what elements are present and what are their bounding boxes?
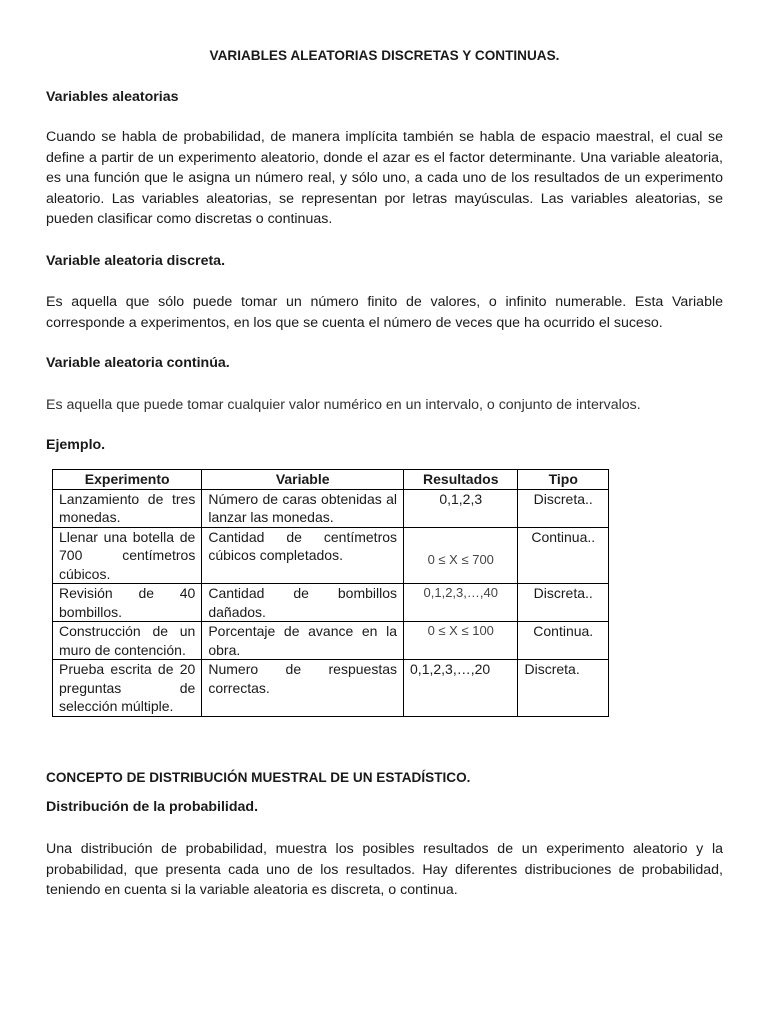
- heading-concepto-distribucion: CONCEPTO DE DISTRIBUCIÓN MUESTRAL DE UN ESTADÍSTICO.: [46, 770, 471, 785]
- paragraph-variables-aleatorias: Cuando se habla de probabilidad, de manera implícita también se habla de espacio maestral, el cual se define a partir de un experimento aleatorio, donde el azar es el factor determinante. Una variable aleatoria, es una función que le asigna un número real, y sólo uno, a cada uno de los resultados de un experimento aleatorio. Las variables aleatorias, se representan por letras mayúsculas. Las variables aleatorias, se pueden clasificar como discretas o continuas.: [46, 129, 723, 228]
- table-header-row: [53, 470, 609, 490]
- cell-variable: Número de caras obtenidas al lanzar las monedas.: [202, 489, 404, 527]
- table-row: [53, 527, 609, 584]
- header-tipo: Tipo: [518, 470, 609, 490]
- header-resultados: Resultados: [404, 470, 518, 490]
- table-row: [53, 584, 609, 622]
- cell-resultados: 0,1,2,3,…,40: [404, 584, 518, 622]
- table-row: [53, 489, 609, 527]
- cell-experimento: Revisión de 40 bombillos.: [53, 584, 202, 622]
- paragraph-distribucion-probabilidad: Una distribución de probabilidad, muestra los posibles resultados de un experimento aleatorio y la probabilidad, que presenta cada uno de los resultados. Hay diferentes distribuciones de probabilidad, teniendo en cuenta si la variable aleatoria es discreta, o continua.: [46, 841, 723, 899]
- heading-ejemplo: Ejemplo.: [46, 437, 106, 453]
- cell-experimento: Lanzamiento de tres monedas.: [53, 489, 202, 527]
- cell-variable: Cantidad de centímetros cúbicos completados.: [202, 527, 404, 584]
- table-row: [53, 622, 609, 660]
- cell-experimento: Prueba escrita de 20 preguntas de selección múltiple.: [53, 660, 202, 717]
- heading-distribucion-probabilidad: Distribución de la probabilidad.: [46, 799, 259, 815]
- heading-variable-continua: Variable aleatoria continúa.: [46, 355, 230, 371]
- heading-variables-aleatorias: Variables aleatorias: [46, 89, 179, 105]
- cell-variable: Porcentaje de avance en la obra.: [202, 622, 404, 660]
- cell-resultados: 0,1,2,3,…,20: [404, 660, 518, 717]
- example-table: [52, 469, 609, 717]
- paragraph-variable-discreta: Es aquella que sólo puede tomar un número finito de valores, o infinito numerable. Esta Variable corresponde a experimentos, en los que se cuenta el número de veces que ha ocurrido el suceso.: [46, 294, 723, 331]
- cell-resultados: 0 ≤ X ≤ 100: [404, 622, 518, 660]
- cell-tipo: Continua.: [518, 622, 609, 660]
- cell-tipo: Discreta.: [518, 660, 609, 717]
- header-experimento: Experimento: [53, 470, 202, 490]
- cell-tipo: Discreta..: [518, 489, 609, 527]
- cell-variable: Numero de respuestas correctas.: [202, 660, 404, 717]
- table-row: [53, 660, 609, 717]
- cell-resultados: 0,1,2,3: [404, 489, 518, 527]
- cell-variable: Cantidad de bombillos dañados.: [202, 584, 404, 622]
- document-title: VARIABLES ALEATORIAS DISCRETAS Y CONTINUAS.: [209, 48, 560, 63]
- header-variable: Variable: [202, 470, 404, 490]
- cell-experimento: Construcción de un muro de contención.: [53, 622, 202, 660]
- cell-experimento: Llenar una botella de 700 centímetros cúbicos.: [53, 527, 202, 584]
- paragraph-variable-continua: Es aquella que puede tomar cualquier valor numérico en un intervalo, o conjunto de intervalos.: [46, 397, 641, 413]
- heading-variable-discreta: Variable aleatoria discreta.: [46, 253, 226, 269]
- cell-tipo: Continua..: [518, 527, 609, 584]
- cell-tipo: Discreta..: [518, 584, 609, 622]
- cell-resultados: 0 ≤ X ≤ 700: [404, 527, 518, 584]
